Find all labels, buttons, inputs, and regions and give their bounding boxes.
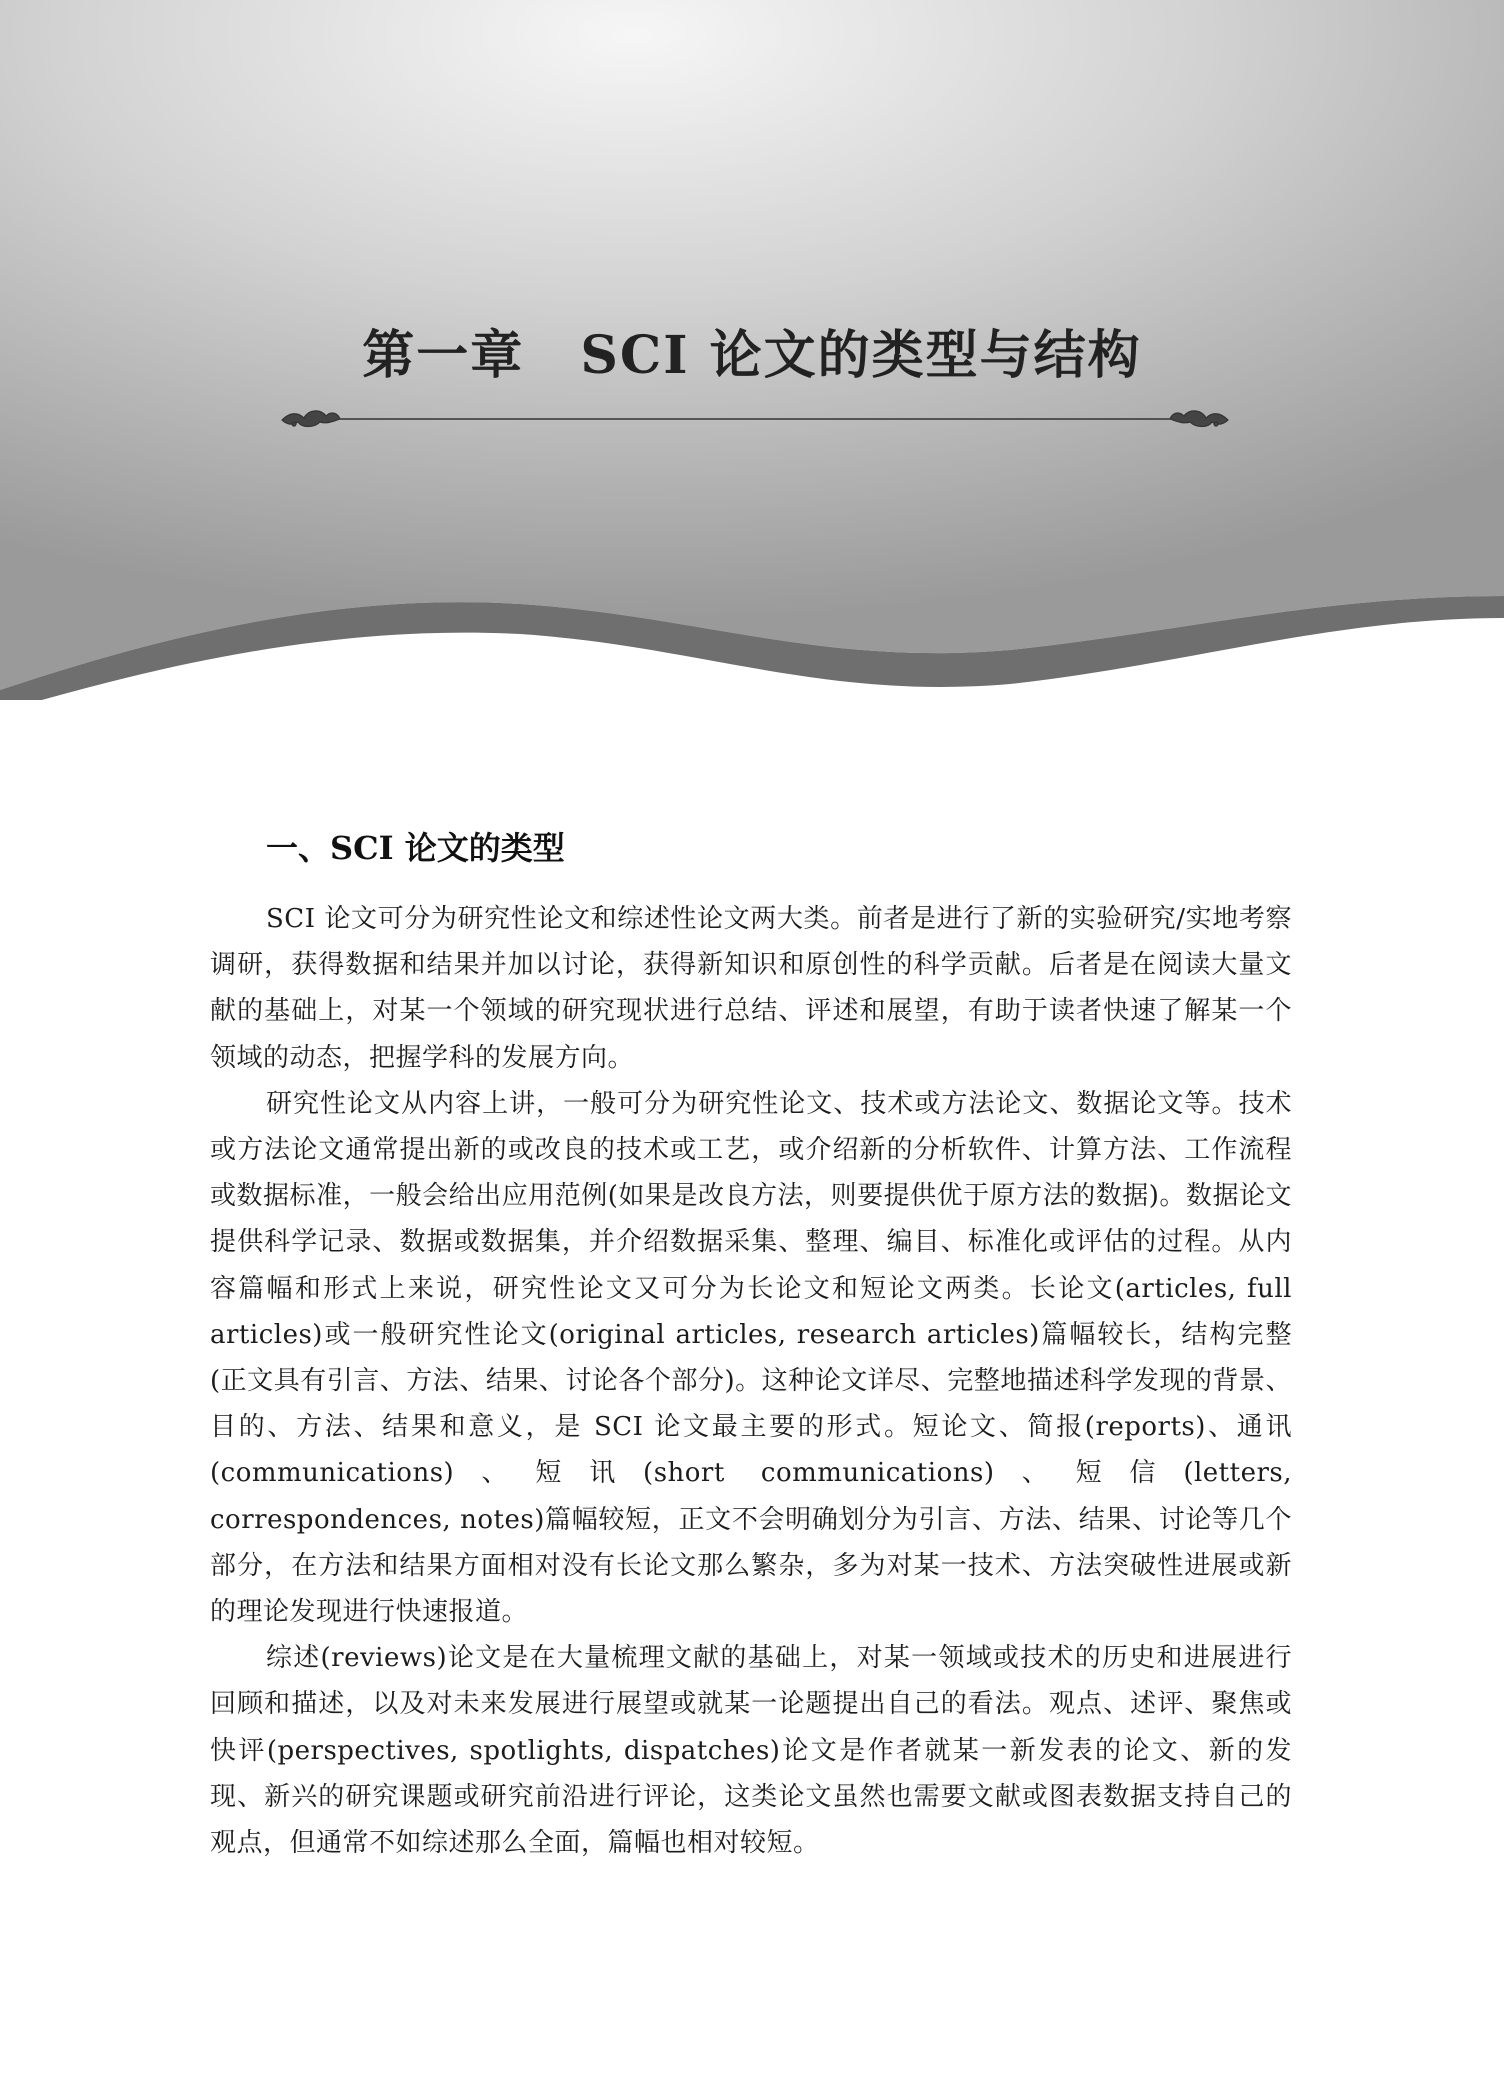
paragraph-review-articles: 综述(reviews)论文是在大量梳理文献的基础上，对某一领域或技术的历史和进展进行回顾和描述，以及对未来发展进行展望或就某一论题提出自己的看法。观点、述评、聚焦或快评(perspectives, spotlights, dispatches)论文是作者就某一新发表的论文、新的发现、新兴的研究课题或研究前沿进行评论，这类论文虽然也需要文献或图表数据支持自己的观点，但通常不如综述那么全面，篇幅也相对较短。 [210, 1643, 1292, 1859]
paragraph-research-articles: 研究性论文从内容上讲，一般可分为研究性论文、技术或方法论文、数据论文等。技术或方法论文通常提出新的或改良的技术或工艺，或介绍新的分析软件、计算方法、工作流程或数据标准，一般会给出应用范例(如果是改良方法，则要提供优于原方法的数据)。数据论文提供科学记录、数据或数据集，并介绍数据采集、整理、编目、标准化或评估的过程。从内容篇幅和形式上来说，研究性论文又可分为长论文和短论文两类。长论文(articles, full articles)或一般研究性论文(original articles, research articles)篇幅较长，结构完整(正文具有引言、方法、结果、讨论各个部分)。这种论文详尽、完整地描述科学发现的背景、目的、方法、结果和意义，是 SCI 论文最主要的形式。短论文、简报(reports)、通讯(communications)、短讯(short communications)、短信(letters, correspondences, notes)篇幅较短，正文不会明确划分为引言、方法、结果、讨论等几个部分，在方法和结果方面相对没有长论文那么繁杂，多为对某一技术、方法突破性进展或新的理论发现进行快速报道。 [210, 1088, 1292, 1628]
chapter-name: SCI 论文的类型与结构 [580, 325, 1142, 386]
chapter-number: 第一章 [362, 325, 525, 386]
left-cloud-ornament-icon [282, 411, 340, 427]
right-cloud-ornament-icon [1170, 411, 1228, 427]
main-content [210, 820, 1292, 1866]
section-heading: 一、SCI 论文的类型 [266, 829, 565, 867]
paragraph-overview: SCI 论文可分为研究性论文和综述性论文两大类。前者是进行了新的实验研究/实地考察调研，获得数据和结果并加以讨论，获得新知识和原创性的科学贡献。后者是在阅读大量文献的基础上，对某一个领域的研究现状进行总结、评述和展望，有助于读者快速了解某一个领域的动态，把握学科的发展方向。 [210, 904, 1292, 1073]
chapter-title [0, 325, 1504, 387]
ornamental-divider [280, 398, 1230, 438]
